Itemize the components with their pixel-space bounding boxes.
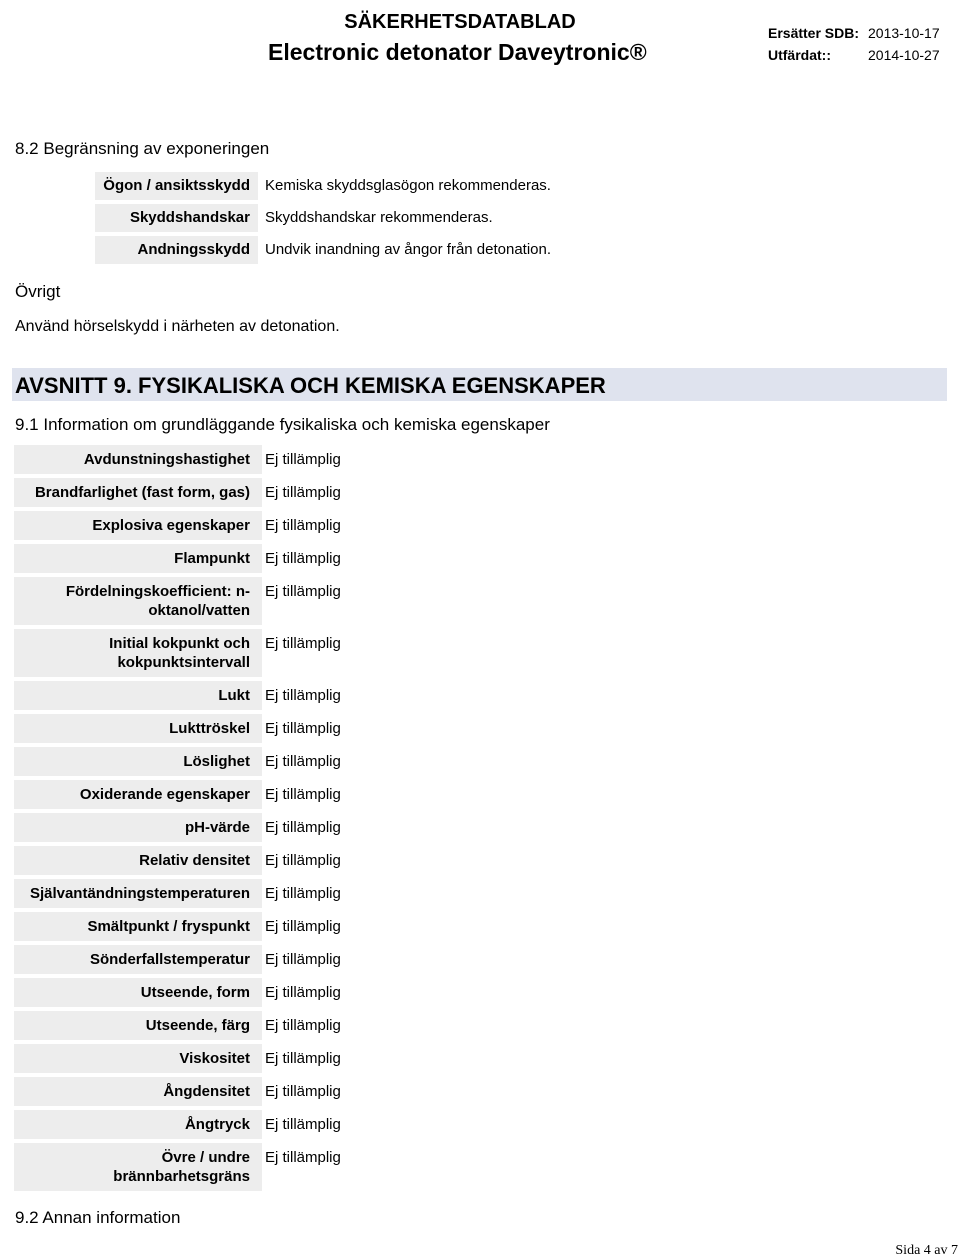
document-type-title: SÄKERHETSDATABLAD bbox=[344, 11, 576, 33]
replaces-label: Ersätter SDB: bbox=[768, 25, 860, 41]
exposure-label: Ögon / ansiktsskydd bbox=[95, 172, 258, 200]
property-value: Ej tillämplig bbox=[265, 984, 341, 1001]
other-information-heading: 9.2 Annan information bbox=[15, 1208, 181, 1227]
property-value: Ej tillämplig bbox=[265, 635, 341, 652]
product-name: Electronic detonator Daveytronic® bbox=[268, 39, 647, 65]
property-value: Ej tillämplig bbox=[265, 1050, 341, 1067]
property-label: Självantändningstemperaturen bbox=[14, 879, 262, 908]
property-value: Ej tillämplig bbox=[265, 687, 341, 704]
property-value: Ej tillämplig bbox=[265, 1083, 341, 1100]
property-label: Viskositet bbox=[14, 1044, 262, 1073]
exposure-label: Skyddshandskar bbox=[95, 204, 258, 232]
property-label: Initial kokpunkt och kokpunktsintervall bbox=[14, 629, 262, 677]
exposure-value: Kemiska skyddsglasögon rekommenderas. bbox=[265, 177, 551, 194]
property-label: Utseende, färg bbox=[14, 1011, 262, 1040]
property-label: Fördelningskoefficient: n-oktanol/vatten bbox=[14, 577, 262, 625]
property-value: Ej tillämplig bbox=[265, 720, 341, 737]
property-label: Brandfarlighet (fast form, gas) bbox=[14, 478, 262, 507]
section-9-title: AVSNITT 9. FYSIKALISKA OCH KEMISKA EGENSKAPER bbox=[12, 368, 947, 401]
property-label: Ångtryck bbox=[14, 1110, 262, 1139]
property-value: Ej tillämplig bbox=[265, 583, 341, 600]
property-value: Ej tillämplig bbox=[265, 951, 341, 968]
replaces-date: 2013-10-17 bbox=[868, 25, 940, 41]
property-value: Ej tillämplig bbox=[265, 786, 341, 803]
property-label: Lukt bbox=[14, 681, 262, 710]
property-value: Ej tillämplig bbox=[265, 852, 341, 869]
issued-label: Utfärdat:: bbox=[768, 47, 831, 63]
property-value: Ej tillämplig bbox=[265, 1017, 341, 1034]
property-label: Ångdensitet bbox=[14, 1077, 262, 1106]
property-label: Utseende, form bbox=[14, 978, 262, 1007]
property-label: Oxiderande egenskaper bbox=[14, 780, 262, 809]
property-value: Ej tillämplig bbox=[265, 819, 341, 836]
exposure-controls-heading: 8.2 Begränsning av exponeringen bbox=[15, 139, 270, 158]
property-label: Avdunstningshastighet bbox=[14, 445, 262, 474]
page-number: Sida 4 av 7 bbox=[895, 1243, 958, 1258]
property-value: Ej tillämplig bbox=[265, 885, 341, 902]
property-value: Ej tillämplig bbox=[265, 517, 341, 534]
property-value: Ej tillämplig bbox=[265, 451, 341, 468]
property-label: Flampunkt bbox=[14, 544, 262, 573]
other-text: Använd hörselskydd i närheten av detonation. bbox=[15, 318, 340, 335]
property-label: Sönderfallstemperatur bbox=[14, 945, 262, 974]
page-header bbox=[0, 0, 960, 80]
exposure-label: Andningsskydd bbox=[95, 236, 258, 264]
property-label: Övre / undre brännbarhetsgräns bbox=[14, 1143, 262, 1191]
other-heading: Övrigt bbox=[15, 282, 61, 301]
property-label: Lukttröskel bbox=[14, 714, 262, 743]
property-label: Löslighet bbox=[14, 747, 262, 776]
issued bbox=[768, 46, 940, 64]
replaces-sds bbox=[768, 24, 940, 42]
property-value: Ej tillämplig bbox=[265, 918, 341, 935]
property-value: Ej tillämplig bbox=[265, 484, 341, 501]
property-label: pH-värde bbox=[14, 813, 262, 842]
property-value: Ej tillämplig bbox=[265, 550, 341, 567]
property-label: Smältpunkt / fryspunkt bbox=[14, 912, 262, 941]
issued-date: 2014-10-27 bbox=[868, 47, 940, 63]
property-value: Ej tillämplig bbox=[265, 753, 341, 770]
property-label: Relativ densitet bbox=[14, 846, 262, 875]
exposure-value: Undvik inandning av ångor från detonation. bbox=[265, 241, 552, 258]
property-value: Ej tillämplig bbox=[265, 1116, 341, 1133]
property-label: Explosiva egenskaper bbox=[14, 511, 262, 540]
property-value: Ej tillämplig bbox=[265, 1149, 341, 1166]
basic-properties-heading: 9.1 Information om grundläggande fysikaliska och kemiska egenskaper bbox=[15, 415, 550, 434]
exposure-value: Skyddshandskar rekommenderas. bbox=[265, 209, 493, 226]
